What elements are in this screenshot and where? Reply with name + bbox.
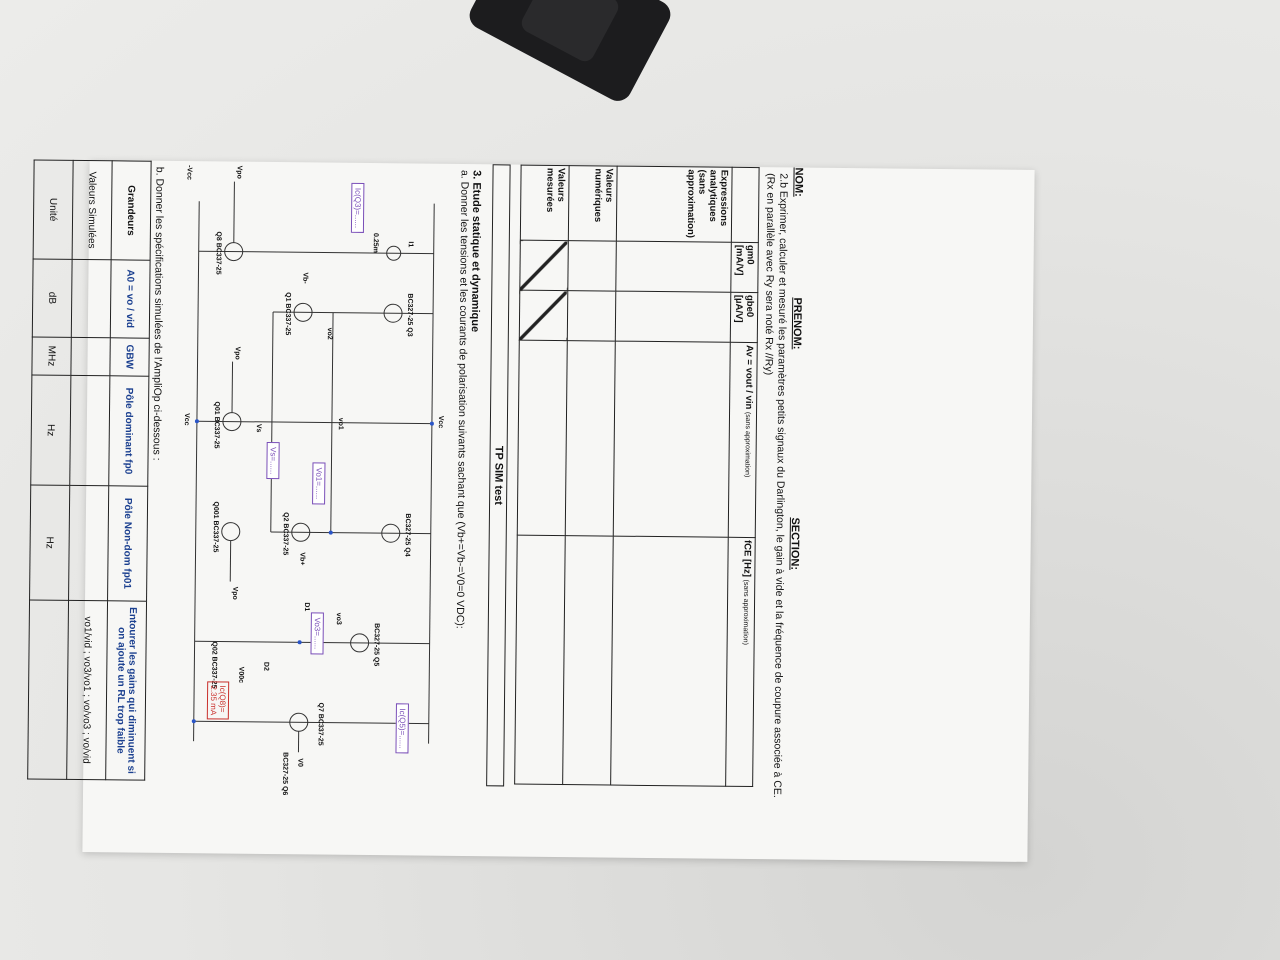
q01-label: Q01 BC337-25 (212, 401, 220, 449)
vb-plus-label: Vb+ (298, 552, 306, 566)
vpo-right-label: Vpo (230, 586, 238, 600)
num-gbe-cell[interactable] (567, 291, 616, 341)
sim-fp01-cell[interactable] (68, 485, 108, 600)
mes-gbe-crossed (519, 290, 568, 340)
av-header (728, 342, 757, 537)
q2-label: Q2 BC337-25 (281, 512, 289, 556)
section-3a-text: a. Donner les tensions et les courants de polarisation suivants sachant que (Vb+=Vb-=V0=0 VDC): (453, 169, 471, 629)
pole-nondom-header: Pôle Non-dom fp01 (107, 486, 147, 601)
specs-table (27, 159, 151, 780)
student-header (786, 167, 805, 807)
mes-av-cell[interactable] (517, 340, 567, 535)
q6-label: BC327-25 Q6 (280, 752, 289, 796)
av-formula: Av = vout / vin (742, 344, 755, 410)
fce-formula: fCE [Hz] (741, 539, 753, 577)
q3-label: BC327-25 Q3 (405, 293, 414, 337)
mes-fce-cell[interactable] (514, 535, 565, 784)
unit-gbw-cell: MHz (32, 337, 71, 376)
a0-header: A0 = vo / vid (110, 260, 150, 338)
unit-gains-cell (27, 600, 68, 779)
sim-gains-cell[interactable]: vo1/vid ; vo3/vo1 ; vo/vo3 ; vo/vid (66, 600, 107, 779)
prenom-label: PRENOM: (790, 297, 804, 350)
ic-q8-label: Ic(Q8)= (217, 685, 227, 713)
q4-label: BC327-25 Q4 (403, 513, 411, 557)
ic-q8-answer[interactable] (207, 681, 229, 719)
nom-label: NOM: (792, 167, 805, 197)
unit-a0-cell: dB (32, 259, 72, 337)
ic-q3-answer[interactable]: Ic(Q3)=...... (351, 183, 365, 233)
i1-value: 0.25m (371, 233, 379, 253)
vo3-label: vo3 (334, 612, 342, 625)
row-numeric: Valeurs numériques (568, 166, 617, 241)
q1-label: Q1 BC337-25 (283, 292, 292, 336)
q8-label: Q8 BC337-25 (214, 231, 222, 275)
unit-row-label: Unité (33, 160, 73, 259)
corner-cell (731, 167, 759, 242)
i1-label: I1 (406, 241, 414, 248)
vb-minus-label: Vb- (301, 272, 309, 284)
ic-q5-answer[interactable]: Ic(Q5)=...... (395, 703, 409, 753)
vo3-answer[interactable]: Vo3=...... (310, 612, 323, 654)
darlington-table (514, 165, 759, 787)
mes-gm-crossed (520, 240, 569, 290)
grandeurs-header: Grandeurs (111, 161, 151, 260)
num-av-cell[interactable] (565, 341, 615, 536)
gains-header: Entourer les gains qui diminuent si on ajoute un RL trop faible (105, 601, 146, 780)
v00c-label: V00c (236, 666, 245, 684)
q5-label: BC327-25 Q5 (372, 623, 380, 667)
section-3 (452, 170, 483, 804)
gbw-header: GBW (110, 337, 149, 376)
expr-gm-cell[interactable] (616, 241, 732, 292)
vcc-bottom-label: Vcc (182, 413, 190, 426)
vpo-left-label: Vpo (235, 165, 243, 179)
unit-fp0-cell: Hz (30, 375, 70, 485)
section-2b-text: 2.b Exprimer, calculer et mesuré les paramètres petits signaux du Darlington, le gain à vide et la fréquence de coupure associée à CE. (Rx en parallèle avec Ry sera noté Rx //Ry) (762, 173, 790, 798)
ic-q8-value: 2.35 mA (208, 685, 218, 716)
expr-av-cell[interactable] (613, 341, 730, 537)
gbe-header: gbe0 [µA/V] (730, 292, 758, 342)
num-fce-cell[interactable] (562, 536, 613, 785)
neg-vcc-label: -Vcc (185, 165, 193, 180)
section-label: SECTION: (788, 517, 801, 571)
q02-label: Q02 BC337-25 (209, 641, 218, 689)
vs-answer[interactable]: Vs=...... (266, 442, 279, 479)
unit-fp01-cell: Hz (29, 485, 69, 600)
vo1-answer[interactable]: Vo1=...... (312, 462, 325, 504)
paper-sheet (43, 160, 1034, 862)
sim-row-label: Valeurs Simulées (72, 160, 112, 259)
row-measured: Valeurs mesurées (520, 165, 569, 240)
pole-dom-header: Pôle dominant fp0 (108, 376, 148, 486)
section-b-text: b. Donner les spécifications simulées de l'AmpliOp ci-dessous : (150, 166, 166, 461)
paper-content (0, 158, 815, 808)
row-expressions: Expressions analytiques (sans approximation) (616, 166, 732, 242)
fce-note: (sans approximation) (741, 579, 750, 645)
vo1-label: vo1 (336, 417, 344, 430)
expr-gbe-cell[interactable] (615, 291, 731, 342)
sim-a0-cell[interactable] (71, 259, 111, 337)
d1-label: D1 (302, 602, 310, 612)
gm-header: gm0 [mA/V] (731, 242, 759, 292)
d2-label: D2 (262, 661, 270, 671)
sim-gbw-cell[interactable] (71, 337, 110, 376)
v0-label: V0 (296, 758, 304, 767)
tp-title: TP SIM test (486, 164, 511, 786)
vs-label: Vs (254, 423, 262, 433)
av-note: (sans approximation) (743, 411, 751, 478)
q001-label: Q001 BC337-25 (211, 501, 219, 553)
section-3-heading: 3. Etude statique et dynamique (468, 170, 483, 333)
sim-fp0-cell[interactable] (69, 375, 109, 485)
fce-header (725, 537, 755, 786)
opamp-schematic (163, 161, 454, 796)
vo2-label: vo2 (325, 327, 333, 340)
num-gm-cell[interactable] (568, 241, 617, 291)
vpo-mid-label: Vpo (233, 346, 241, 360)
q7-label: Q7 BC337-25 (316, 702, 324, 746)
vcc-label: Vcc (436, 415, 444, 429)
expr-fce-cell[interactable] (610, 536, 728, 786)
